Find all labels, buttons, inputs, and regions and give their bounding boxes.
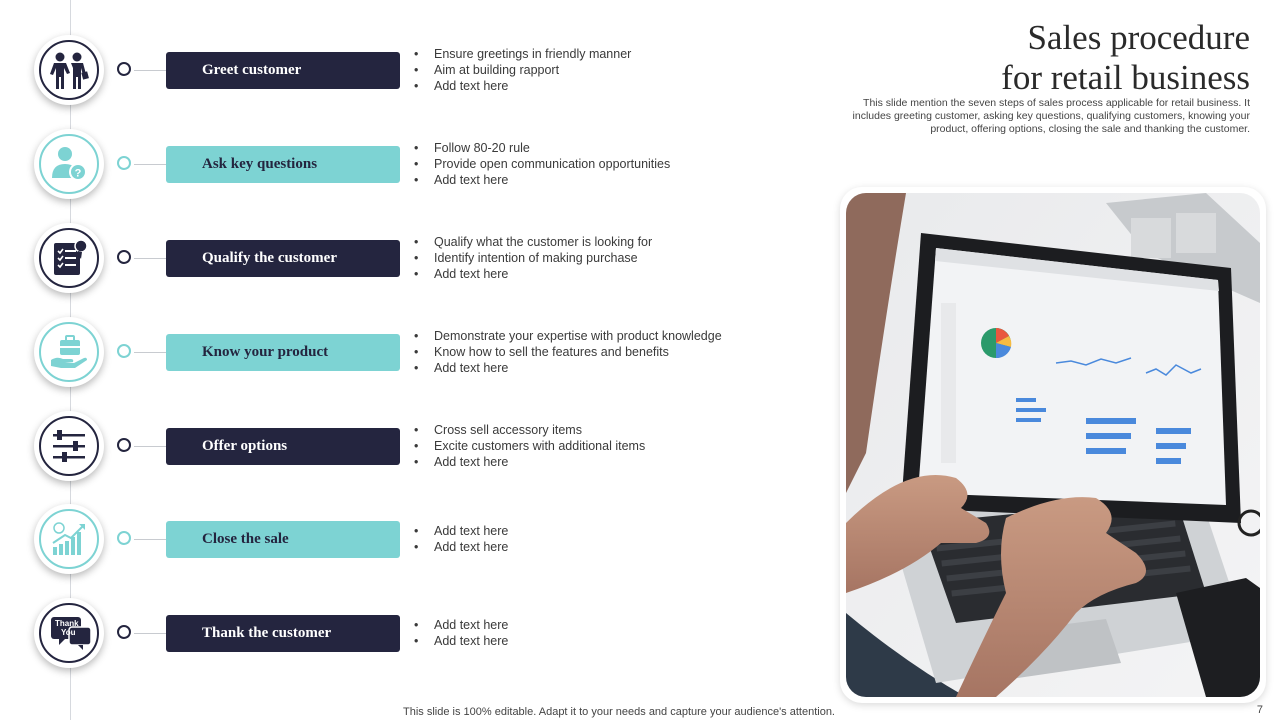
connector-line — [134, 352, 166, 353]
step-icon-badge — [34, 504, 104, 574]
step-know-your-product — [0, 318, 820, 412]
bullet-item: • Cross sell accessory items — [414, 422, 645, 438]
bullet-item: • Add text here — [414, 172, 670, 188]
timeline-dot — [117, 438, 131, 452]
step-thank-the-customer — [0, 599, 820, 693]
slide-title — [1001, 18, 1250, 98]
step-greet-customer — [0, 36, 820, 130]
slide-description: This slide mention the seven steps of sales process applicable for retail business. It includes greeting customer, asking key questions, qualifying customers, knowing your product, offering options, closing the sale and thanking the customer. — [852, 97, 1250, 135]
step-label: Close the sale — [166, 521, 400, 558]
step-bullets — [414, 523, 508, 555]
step-label: Greet customer — [166, 52, 400, 89]
briefcase-hand-icon — [48, 332, 90, 372]
step-qualify-customer — [0, 224, 820, 318]
step-label: Offer options — [166, 428, 400, 465]
connector-line — [134, 446, 166, 447]
step-label: Ask key questions — [166, 146, 400, 183]
bullet-item: • Know how to sell the features and benefits — [414, 344, 722, 360]
step-label: Qualify the customer — [166, 240, 400, 277]
step-bullets — [414, 617, 508, 649]
footer-note: This slide is 100% editable. Adapt it to your needs and capture your audience's attention. — [403, 706, 835, 718]
step-bullets — [414, 46, 631, 94]
bullet-item: • Add text here — [414, 633, 508, 649]
checklist-certificate-icon — [48, 237, 90, 279]
bullet-item: • Follow 80-20 rule — [414, 140, 670, 156]
sliders-icon — [49, 426, 89, 466]
connector-line — [134, 539, 166, 540]
step-icon-badge — [34, 223, 104, 293]
bullet-item: • Identify intention of making purchase — [414, 250, 652, 266]
svg-text:?: ? — [74, 167, 82, 180]
bullet-item: • Add text here — [414, 454, 645, 470]
thank-text: Thank — [55, 619, 79, 628]
step-ask-key-questions — [0, 130, 820, 224]
bullet-item: • Add text here — [414, 360, 722, 376]
step-icon-badge — [34, 35, 104, 105]
bullet-item: • Excite customers with additional items — [414, 438, 645, 454]
bullet-item: • Add text here — [414, 539, 508, 555]
connector-line — [134, 633, 166, 634]
step-close-the-sale — [0, 505, 820, 599]
bullet-item: • Provide open communication opportunities — [414, 156, 670, 172]
timeline-dot — [117, 250, 131, 264]
bullet-item: • Aim at building rapport — [414, 62, 631, 78]
bullet-item: • Add text here — [414, 523, 508, 539]
title-line-2: for retail business — [1001, 58, 1250, 97]
connector-line — [134, 164, 166, 165]
growth-chart-icon — [49, 519, 89, 559]
connector-line — [134, 258, 166, 259]
step-icon-badge — [34, 598, 104, 668]
step-icon-badge — [34, 317, 104, 387]
step-label: Thank the customer — [166, 615, 400, 652]
step-icon-badge — [34, 411, 104, 481]
bullet-item: • Qualify what the customer is looking for — [414, 234, 652, 250]
timeline-dot — [117, 625, 131, 639]
step-bullets — [414, 422, 645, 470]
step-label: Know your product — [166, 334, 400, 371]
handshake-people-icon — [47, 50, 91, 90]
timeline-dot — [117, 344, 131, 358]
step-icon-badge — [34, 129, 104, 199]
timeline-dot — [117, 531, 131, 545]
timeline-dot — [117, 62, 131, 76]
page-number: 7 — [1256, 704, 1263, 716]
title-line-1: Sales procedure — [1027, 18, 1250, 57]
step-bullets — [414, 140, 670, 188]
bullet-item: • Add text here — [414, 617, 508, 633]
you-text: You — [61, 628, 76, 637]
timeline-dot — [117, 156, 131, 170]
bullet-item: • Demonstrate your expertise with product knowledge — [414, 328, 722, 344]
bullet-item: • Add text here — [414, 78, 631, 94]
step-offer-options — [0, 412, 820, 506]
step-bullets — [414, 328, 722, 376]
connector-line — [134, 70, 166, 71]
user-question-icon — [49, 144, 89, 184]
bullet-item: • Add text here — [414, 266, 652, 282]
laptop-photo — [846, 193, 1260, 697]
bullet-item: • Ensure greetings in friendly manner — [414, 46, 631, 62]
step-bullets — [414, 234, 652, 282]
